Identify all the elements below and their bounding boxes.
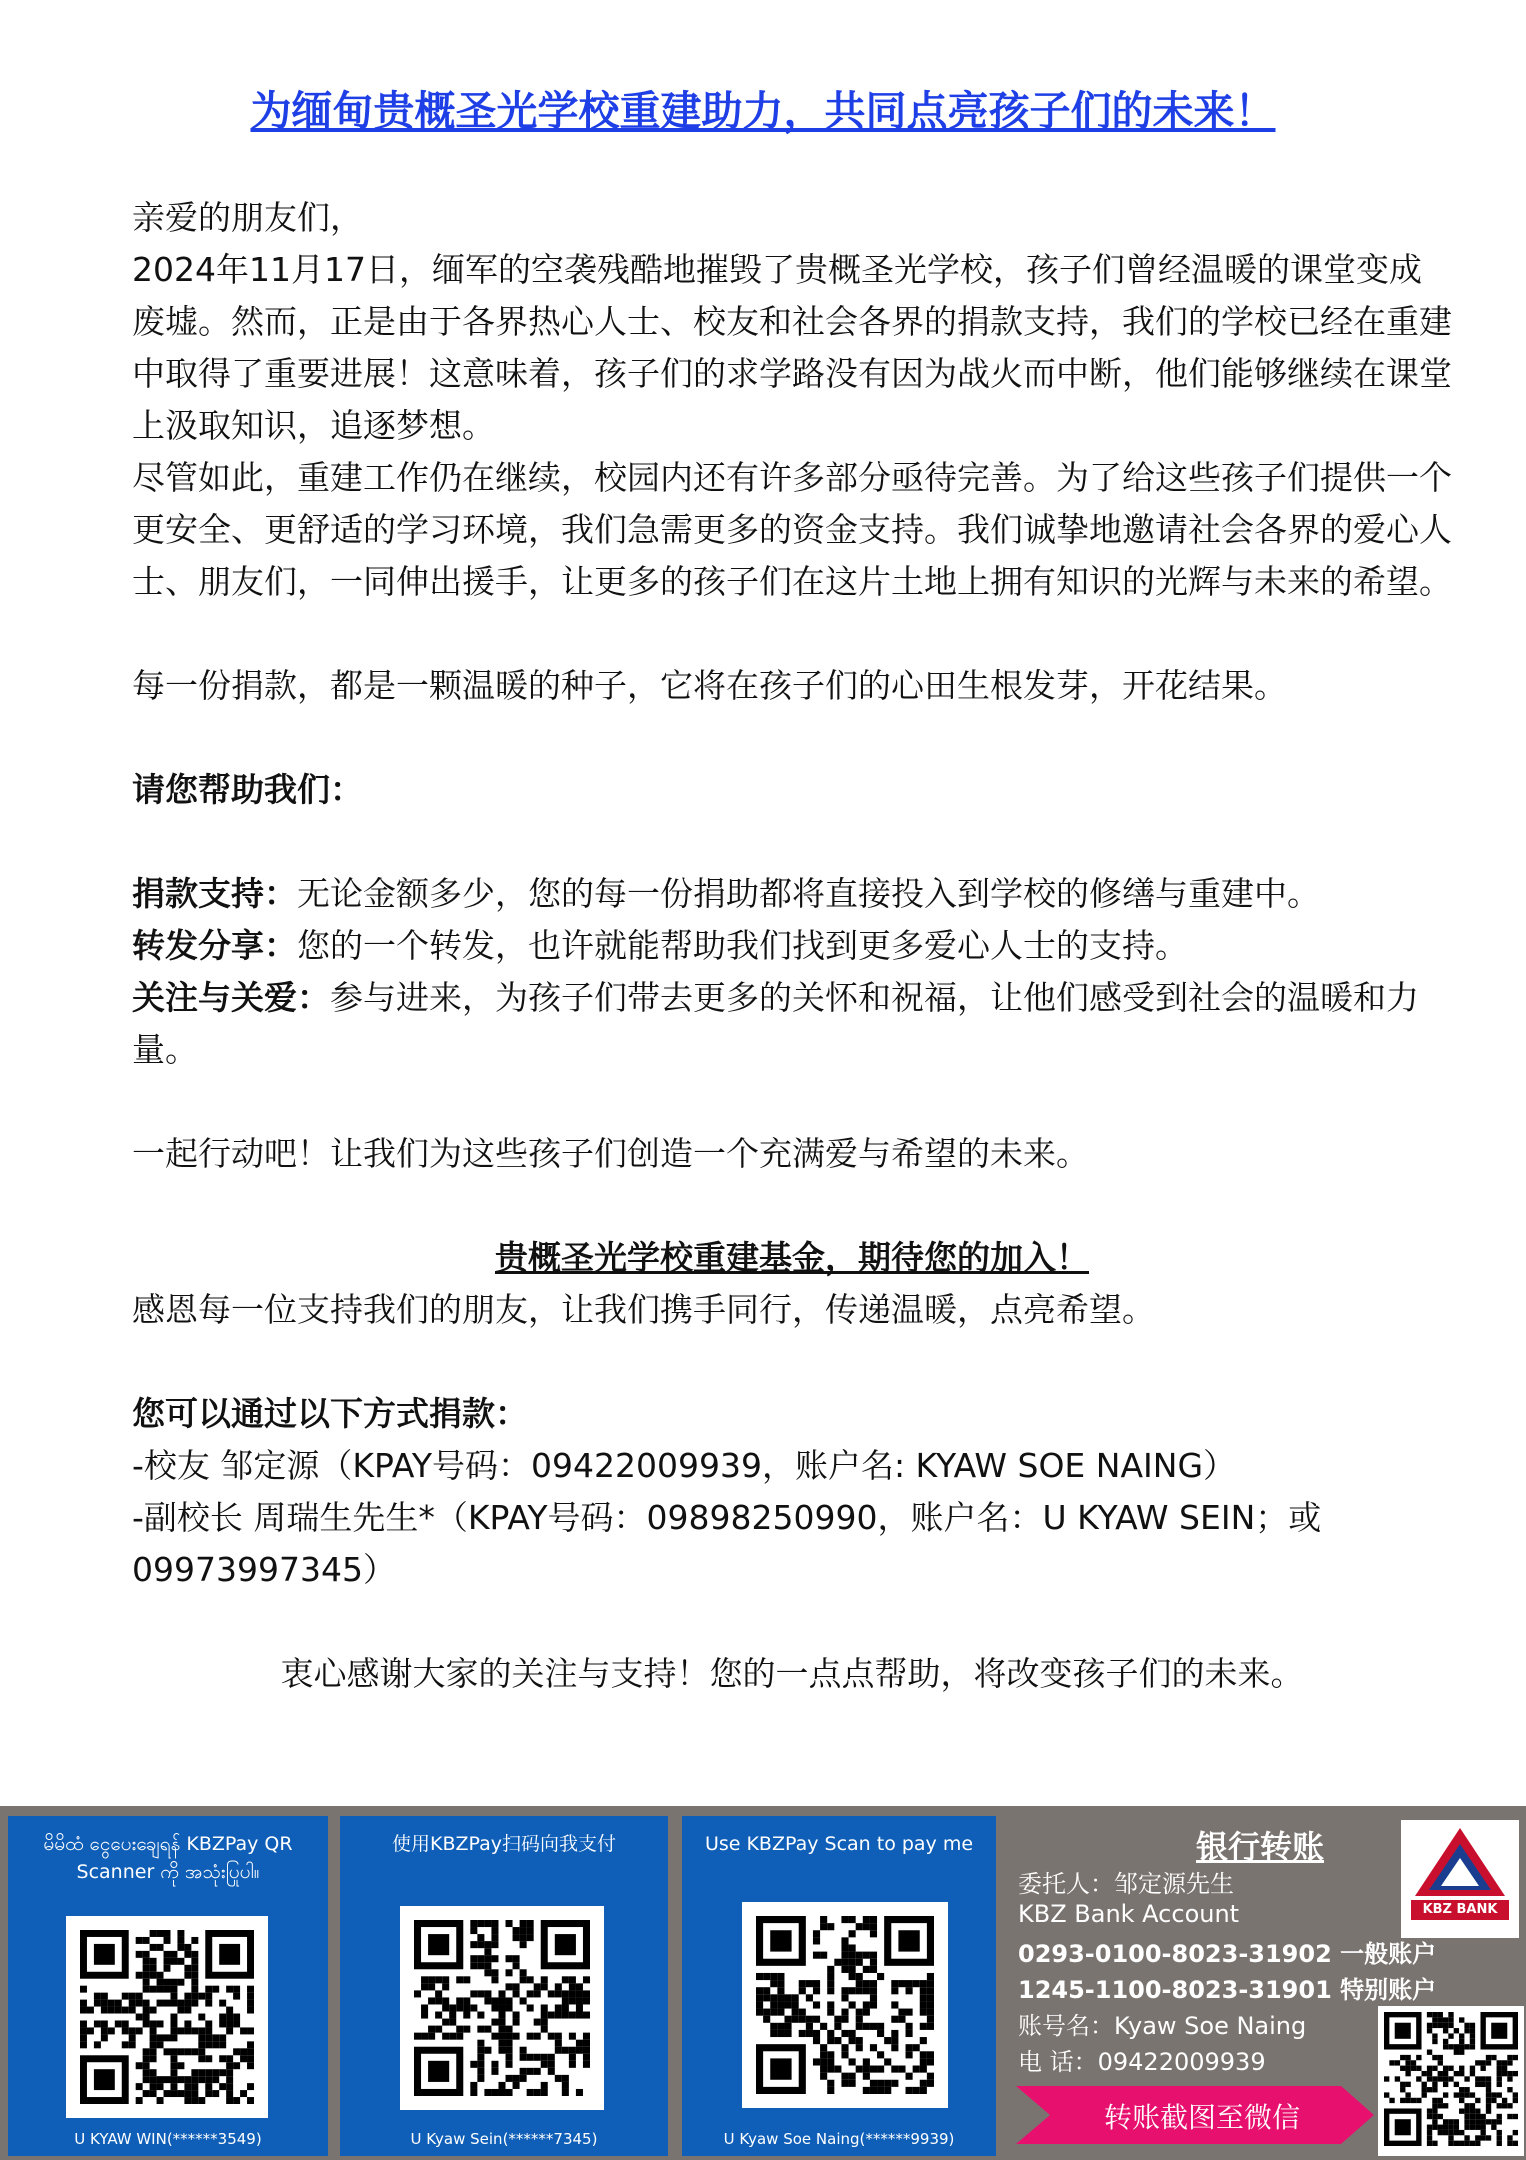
- help-item: 关注与关爱：参与进来，为孩子们带去更多的关怀和祝福，让他们感受到社会的温暖和力量。: [132, 978, 1419, 1069]
- thanks-line: 感恩每一位支持我们的朋友，让我们携手同行，传递温暖，点亮希望。: [132, 1290, 1155, 1329]
- page-title: 为缅甸贵概圣光学校重建助力，共同点亮孩子们的未来！: [250, 87, 1276, 135]
- arrow-text: 转账截图至微信: [1104, 2101, 1301, 2134]
- closing: 衷心感谢大家的关注与支持！您的一点点帮助，将改变孩子们的未来。: [280, 1654, 1304, 1693]
- fund-title: 贵概圣光学校重建基金，期待您的加入！: [495, 1238, 1089, 1277]
- donate-option: -校友 邹定源（KPAY号码：09422009939，账户名: KYAW SOE NAING）: [132, 1446, 1237, 1485]
- bank-account-special: 1245-1100-8023-31901 特别账户: [1018, 1976, 1437, 2004]
- wechat-arrow: [1016, 2086, 1376, 2144]
- donate-option: -副校长 周瑞生先生*（KPAY号码：09898250990，账户名：U KYAW SEIN；或09973997345）: [132, 1498, 1322, 1589]
- kbzpay-panel: [340, 1816, 668, 2156]
- qr-code-icon[interactable]: [742, 1902, 948, 2108]
- panel-caption: Use KBZPay Scan to pay me: [704, 1833, 974, 1855]
- kbzpay-panel: [682, 1816, 996, 2156]
- panel-footer: U KYAW WIN(******3549): [74, 2130, 262, 2148]
- help-heading: 请您帮助我们：: [132, 770, 363, 809]
- wechat-qr-code-icon[interactable]: [1378, 2006, 1524, 2156]
- kbzpay-panel: [8, 1816, 328, 2156]
- greeting: 亲爱的朋友们，: [132, 198, 363, 237]
- bank-phone: 电 话：09422009939: [1018, 2048, 1266, 2076]
- letter-body: [132, 192, 1452, 1700]
- kbz-bank-logo: [1401, 1820, 1519, 1938]
- help-item: 转发分享：您的一个转发，也许就能帮助我们找到更多爱心人士的支持。: [132, 926, 1188, 965]
- bank-trustee: 委托人：邹定源先生: [1018, 1870, 1234, 1898]
- paragraph-3: 每一份捐款，都是一颗温暖的种子，它将在孩子们的心田生根发芽，开花结果。: [132, 666, 1287, 705]
- payment-banner: [0, 1806, 1526, 2160]
- panel-footer: U Kyaw Soe Naing(******9939): [723, 2130, 955, 2148]
- panel-caption: မိမိထံ ငွေပေးချေရန် KBZPay QR Scanner ကို အသုံးပြုပါ။: [43, 1833, 293, 1883]
- panel-caption: 使用KBZPay扫码向我支付: [391, 1833, 616, 1855]
- bank-account-label: KBZ Bank Account: [1018, 1900, 1240, 1928]
- donate-heading: 您可以通过以下方式捐款：: [132, 1394, 528, 1433]
- qr-code-icon[interactable]: [66, 1916, 268, 2118]
- kbz-logo-icon: [1401, 1820, 1519, 1900]
- qr-code-icon[interactable]: [400, 1906, 604, 2110]
- paragraph-2: 尽管如此，重建工作仍在继续，校园内还有许多部分亟待完善。为了给这些孩子们提供一个更安全、更舒适的学习环境，我们急需更多的资金支持。我们诚挚地邀请社会各界的爱心人士、朋友们，一同伸出援手，让更多的孩子们在这片土地上拥有知识的光辉与未来的希望。: [132, 458, 1452, 601]
- bank-account-name: 账号名：Kyaw Soe Naing: [1018, 2012, 1307, 2040]
- panel-footer: U Kyaw Sein(******7345): [410, 2130, 598, 2148]
- bank-transfer-panel: [1006, 1806, 1526, 2160]
- kbz-logo-text: KBZ BANK: [1411, 1900, 1509, 1920]
- call-to-action: 一起行动吧！让我们为这些孩子们创造一个充满爱与希望的未来。: [132, 1134, 1089, 1173]
- bank-account-general: 0293-0100-8023-31902 一般账户: [1018, 1940, 1437, 1968]
- help-item: 捐款支持：无论金额多少，您的每一份捐助都将直接投入到学校的修缮与重建中。: [132, 874, 1320, 913]
- bank-title: 银行转账: [1196, 1828, 1325, 1866]
- paragraph-1: 2024年11月17日，缅军的空袭残酷地摧毁了贵概圣光学校，孩子们曾经温暖的课堂变成废墟。然而，正是由于各界热心人士、校友和社会各界的捐款支持，我们的学校已经在重建中取得了重要进展！这意味着，孩子们的求学路没有因为战火而中断，他们能够继续在课堂上汲取知识，追逐梦想。: [132, 250, 1452, 445]
